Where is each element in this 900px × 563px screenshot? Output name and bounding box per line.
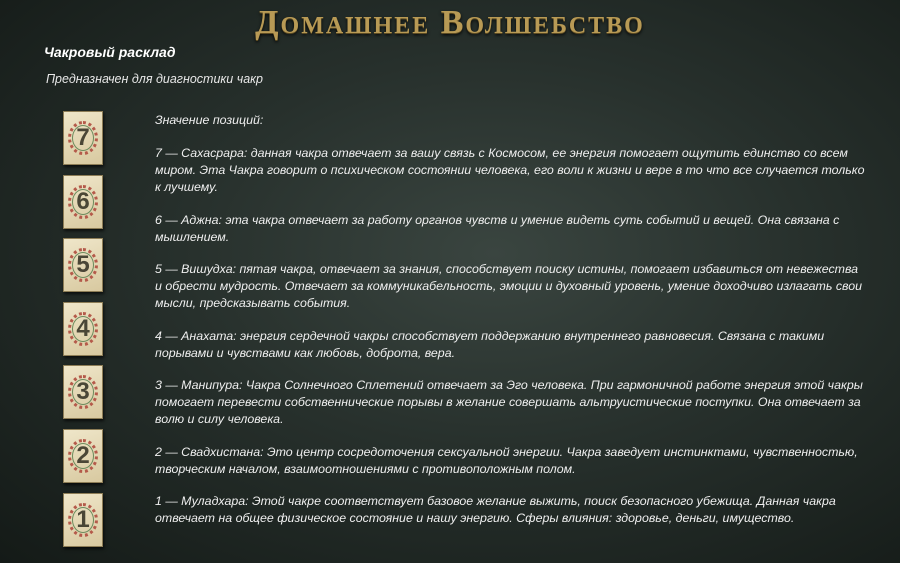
card-number: 2 [76,441,90,469]
card-number: 3 [76,378,90,406]
tarot-card-1 [63,493,103,547]
position-6-text: 6 — Аджна: эта чакра отвечает за работу органов чувств и умение видеть суть событий и вещей. Она связана с мышлением. [155,212,840,244]
tarot-card-5 [63,238,103,292]
tarot-card-4 [63,302,103,356]
site-title: Домашнее Волшебство [255,4,645,41]
tarot-card-7 [63,111,103,165]
tarot-card-2 [63,429,103,483]
position-2-text: 2 — Свадхистана: Это центр сосредоточения сексуальной энергии. Чакра заведует инстинктами, чувственностью, творческим началом, взаимоотношениями с противоположным полом. [155,444,858,476]
layout-title: Чакровый расклад [44,44,176,60]
card-number: 1 [76,505,90,533]
position-4-text: 4 — Анахата: энергия сердечной чакры способствует поддержанию внутреннего равновесия. Связана с такими порывами и чувствами как любовь, доброта, вера. [155,328,825,360]
layout-subtitle: Предназначен для диагностики чакр [46,72,263,86]
position-1-text: 1 — Муладхара: Этой чакре соответствует базовое желание выжить, поиск безопасного убежища. Данная чакра отвечает на общее физическое состояние и нашу энергию. Сферы влияния: здоровье, деньги, имущество. [155,494,836,525]
positions-description [155,112,867,543]
card-stack [63,111,107,556]
position-7-text: 7 — Сахасрара: данная чакра отвечает за вашу связь с Космосом, ее энергия помогает ощутить единство со всем миром. Эта Чакра говорит о психическом состоянии человека, его воли к жизни и вере в то что все случается только к лучшему. [155,146,865,194]
position-5-text: 5 — Вишудха: пятая чакра, отвечает за знания, способствует поиску истины, помогает избавиться от невежества и обрести мудрость. Отвечает за коммуникабельность, эмоции и духовный уровень, умение доходчиво излагать свои мысли, предсказывать события. [155,262,863,310]
tarot-card-3 [63,365,103,419]
card-number: 4 [76,314,90,342]
card-number: 7 [76,124,90,151]
position-3-text: 3 — Манипура: Чакра Солнечного Сплетений отвечает за Эго человека. При гармоничной работе энергия этой чакры помогает перевести собственнические порывы в желание совершать альтруистические поступки. Она отвечает за волю и силу человека. [155,378,863,426]
card-number: 5 [76,251,90,279]
positions-heading: Значение позиций: [155,113,264,127]
card-number: 6 [76,187,90,215]
tarot-card-6 [63,175,103,229]
